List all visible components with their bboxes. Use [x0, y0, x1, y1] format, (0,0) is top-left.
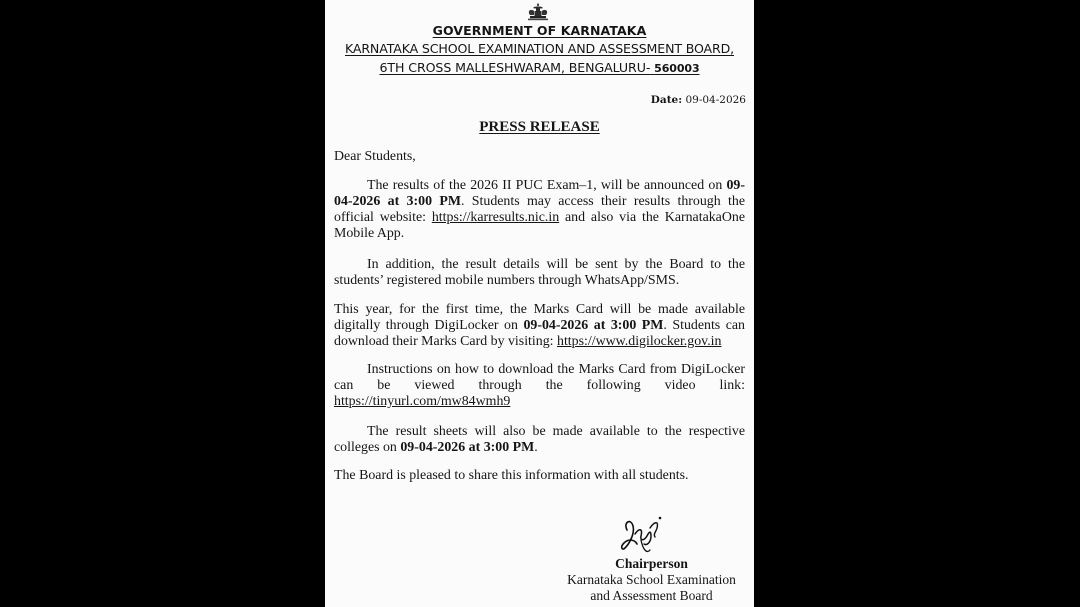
document-title: PRESS RELEASE	[479, 119, 600, 135]
press-release-document	[325, 0, 754, 607]
date-label: Date:	[650, 94, 683, 106]
paragraph-digilocker	[334, 302, 745, 350]
digilocker-datetime: 09-04-2026 at 3:00 PM	[523, 318, 664, 334]
text-segment: The result sheets will also be made available to the respective colleges on	[334, 424, 745, 456]
release-date	[651, 94, 746, 106]
text-segment: .	[534, 440, 538, 456]
text-segment: The results of the 2026 II PUC Exam–1, will be announced on	[367, 178, 727, 193]
signatory-role: Chairperson	[615, 556, 688, 571]
digilocker-link[interactable]: https://www.digilocker.gov.in	[557, 334, 722, 350]
result-datetime: 09-04-2026 at 3:00 PM	[334, 178, 745, 210]
text-segment: and also via the KarnatakaOne Mobile App.	[334, 210, 745, 242]
paragraph-closing: The Board is pleased to share this information with all students.	[334, 468, 689, 483]
signatory-org-line1: Karnataka School Examination	[567, 572, 736, 587]
karresults-link[interactable]: https://karresults.nic.in	[431, 210, 560, 226]
board-name: KARNATAKA SCHOOL EXAMINATION AND ASSESSMENT BOARD,	[344, 41, 735, 56]
signature-mark	[617, 510, 667, 556]
text-segment: This year, for the first time, the Marks Card will be made available digitally through DigiLocker on	[334, 302, 745, 334]
colleges-datetime: 09-04-2026 at 3:00 PM	[400, 440, 535, 456]
paragraph-video-instructions	[334, 362, 745, 410]
state-emblem-icon	[524, 2, 552, 22]
board-address	[325, 60, 754, 75]
paragraph-result-sheets	[334, 424, 745, 456]
text-segment: . Students can download their Marks Card by visiting:	[334, 318, 745, 350]
text-segment: . Students may access their results through the official website:	[334, 194, 745, 226]
pincode: 560003	[654, 62, 700, 75]
paragraph-results-announcement	[334, 178, 745, 242]
date-value: 09-04-2026	[685, 94, 746, 106]
salutation: Dear Students,	[334, 149, 416, 164]
paragraph-sms-notice: In addition, the result details will be sent by the Board to the students’ registered mobile numbers through WhatsApp/SMS.	[334, 257, 745, 289]
video-link[interactable]: https://tinyurl.com/mw84wmh9	[334, 394, 511, 410]
government-heading: GOVERNMENT OF KARNATAKA	[432, 23, 647, 38]
signatory-org-line2: and Assessment Board	[590, 588, 713, 603]
address-line: 6TH CROSS MALLESHWARAM, BENGALURU-	[379, 60, 651, 75]
text-segment: Instructions on how to download the Marks Card from DigiLocker can be viewed through the following video link:	[334, 362, 745, 394]
